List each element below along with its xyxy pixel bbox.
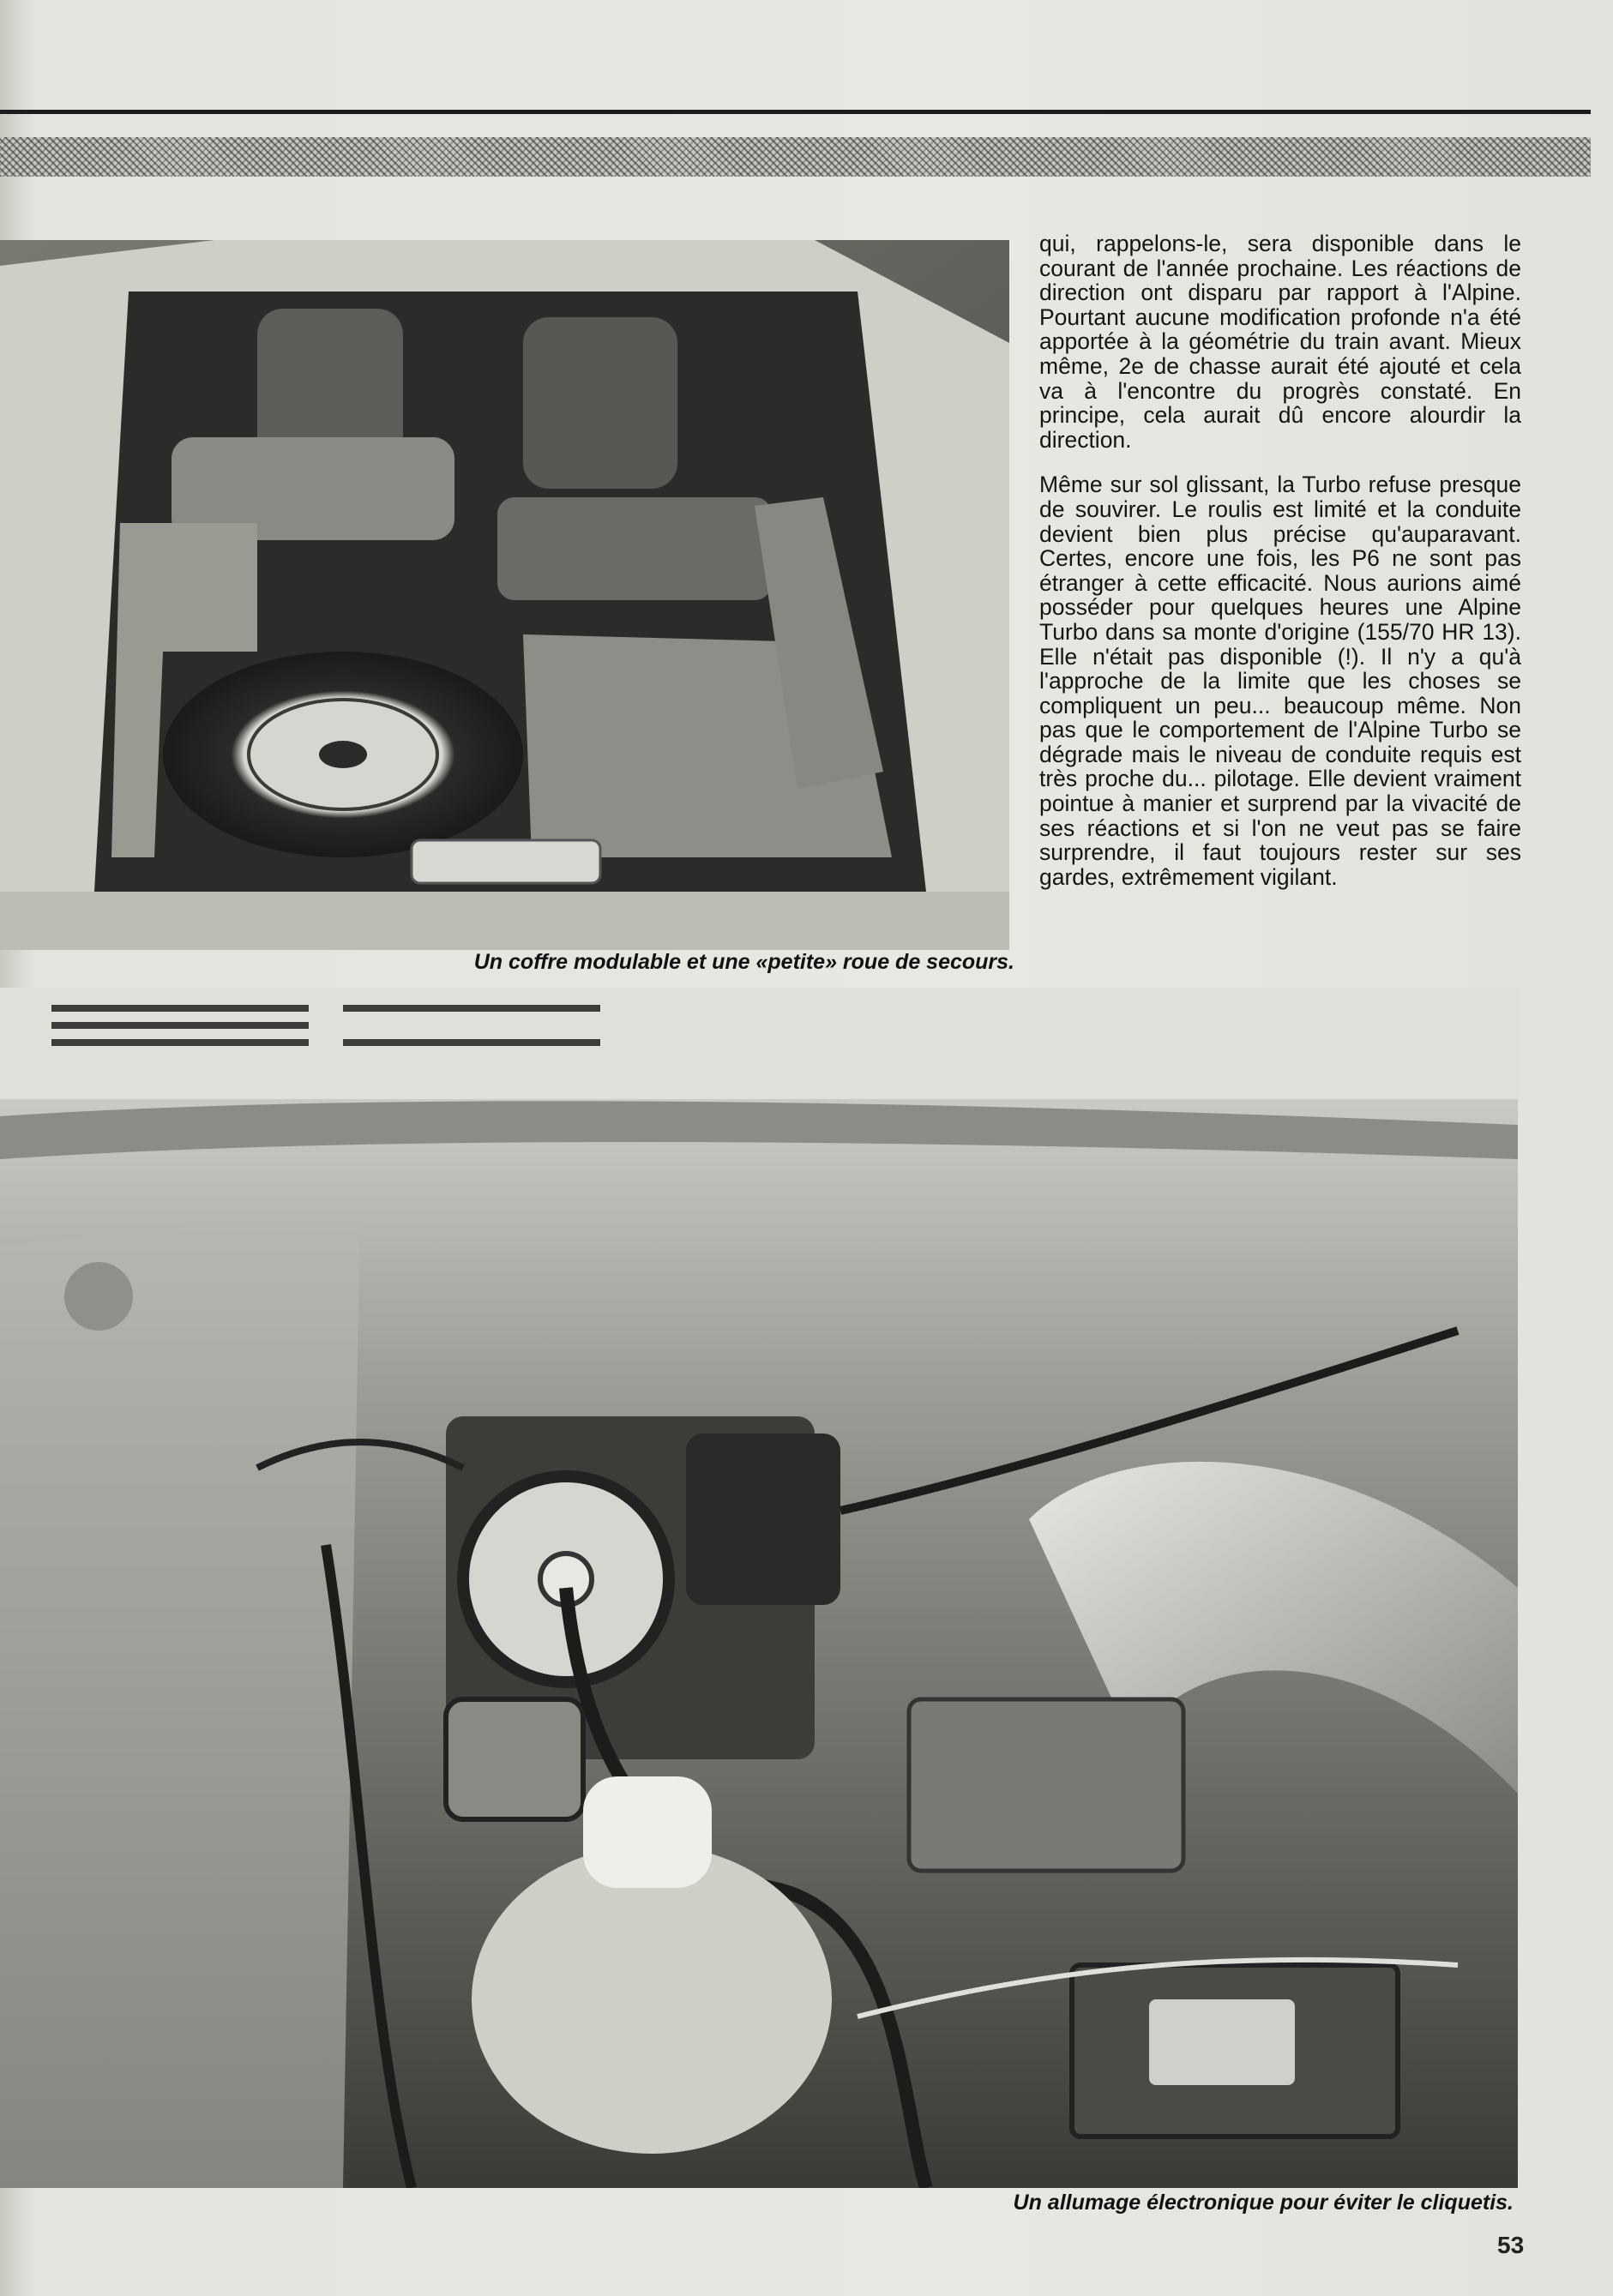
header-rule xyxy=(0,110,1591,114)
article-paragraph: Même sur sol glissant, la Turbo refuse presque de souvirer. Le roulis est limité et la conduite devient bien plus précise qu'auparavant. Certes, encore une fois, les P6 ne sont pas étranger à cette efficacité. Nous aurions aimé posséder pour quelques heures une Alpine Turbo dans sa monte d'origine (155/70 HR 13). Elle n'était pas disponible (!). Il n'y a qu'à l'approche de la limite que les choses se compliquent un peu... beaucoup même. Non pas que le comportement de l'Alpine Turbo se dégrade mais le niveau de conduite requis est très proche du... pilotage. Elle devient vraiment pointue à manier et surprend par la vivacité de ses réactions et si l'on ne veut pas se faire surprendre, il faut toujours rester sur ses gardes, extrêmement vigilant. xyxy=(1039,472,1521,890)
header-pattern-band xyxy=(0,137,1591,177)
trunk-photo-caption: Un coffre modulable et une «petite» roue de secours. xyxy=(473,950,1014,974)
engine-photo-caption: Un allumage électronique pour éviter le cliquetis. xyxy=(1013,2191,1514,2215)
trunk-photo xyxy=(0,240,1009,950)
article-column xyxy=(1039,231,1521,910)
article-paragraph: qui, rappelons-le, sera disponible dans le courant de l'année prochaine. Les réactions de direction ont disparu par rapport à l'Alpine. Pourtant aucune modification profonde n'a été apportée à la géométrie du train avant. Mieux même, 2e de chasse aurait été ajouté et cela va à l'encontre du progrès constaté. En principe, cela aurait dû encore alourdir la direction. xyxy=(1039,231,1521,453)
page-number: 53 xyxy=(1497,2232,1525,2258)
engine-bay-photo xyxy=(0,988,1518,2188)
